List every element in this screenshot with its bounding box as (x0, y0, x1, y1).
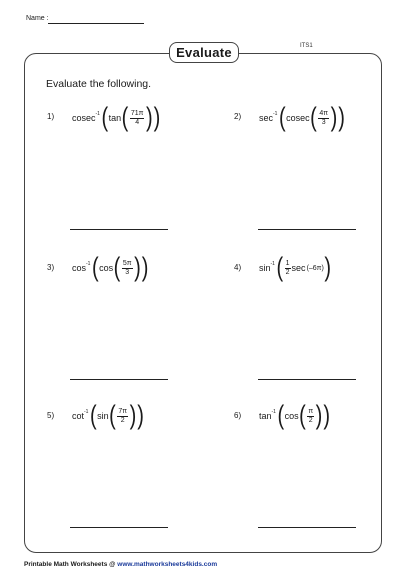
problem-1-expression: cosec -1 ( tan ( $\frac{71\pi}{4}$ ) ) (72, 103, 161, 133)
problem-6-function: tan (259, 411, 272, 421)
worksheet-code: ITS1 (300, 43, 313, 49)
problem-4-exponent: -1 (270, 261, 275, 267)
problem-3-expression: cos -1 ( cos ( $\frac{5\pi}{3}$ ) ) (72, 253, 149, 283)
problem-3-answer-line[interactable] (70, 379, 168, 380)
problem-2-number: 2) (234, 112, 242, 121)
problem-3-exponent: -1 (86, 261, 91, 267)
problem-4-function: sin (259, 263, 271, 273)
problem-1-answer-line[interactable] (70, 229, 168, 230)
problem-5-function: cot (72, 411, 85, 421)
problem-2-exponent: -1 (273, 111, 278, 117)
name-label: Name : (26, 15, 49, 22)
problem-4-inner-function: sec (291, 263, 306, 273)
problem-6-inner-function: cos (284, 411, 299, 421)
problem-4-answer-line[interactable] (258, 379, 356, 380)
problem-3-inner-function: cos (99, 263, 114, 273)
problem-2-fraction: $\frac{4\pi}{3}$ (319, 109, 329, 126)
footer-prefix: Printable Math Worksheets @ (24, 561, 118, 568)
footer-link[interactable]: www.mathworksheets4kids.com (117, 561, 218, 568)
problem-4-argument: (–6π) (306, 264, 324, 272)
problem-1-exponent: -1 (95, 111, 100, 117)
problem-1-fraction: $\frac{71\pi}{4}$ (130, 109, 144, 126)
problem-5-number: 5) (47, 411, 55, 420)
problem-2-expression: sec -1 ( cosec ( $\frac{4\pi}{3}$ ) ) (259, 103, 345, 133)
problem-3-function: cos (72, 263, 87, 273)
problem-5-answer-line[interactable] (70, 527, 168, 528)
worksheet-title: Evaluate (169, 42, 239, 63)
problem-5-inner-function: sin (97, 411, 109, 421)
problem-6-expression: tan -1 ( cos ( $\frac{\pi}{2}$ ) ) (259, 401, 331, 431)
problem-4-fraction: $\frac{1}{2}$ (285, 259, 290, 276)
problem-1-inner-function: tan (108, 113, 122, 123)
problem-2-answer-line[interactable] (258, 229, 356, 230)
problem-6-fraction: $\frac{\pi}{2}$ (308, 407, 314, 424)
name-field-line[interactable] (48, 23, 144, 24)
footer (24, 561, 217, 568)
problem-5-exponent: -1 (84, 409, 89, 415)
problem-2-function: sec (259, 113, 274, 123)
problem-3-fraction: $\frac{5\pi}{3}$ (122, 259, 132, 276)
problem-6-answer-line[interactable] (258, 527, 356, 528)
problem-5-expression: cot -1 ( sin ( $\frac{7\pi}{2}$ ) ) (72, 401, 144, 431)
problem-1-number: 1) (47, 112, 55, 121)
problem-2-inner-function: cosec (286, 113, 310, 123)
problem-1-function: cosec (72, 113, 96, 123)
problem-3-number: 3) (47, 263, 55, 272)
problem-6-exponent: -1 (271, 409, 276, 415)
problem-5-fraction: $\frac{7\pi}{2}$ (118, 407, 128, 424)
problem-4-number: 4) (234, 263, 242, 272)
problem-4-expression: sin -1 ( $\frac{1}{2}$ sec (–6π) ) (259, 253, 332, 283)
problem-6-number: 6) (234, 411, 242, 420)
instruction-text: Evaluate the following. (46, 78, 152, 90)
